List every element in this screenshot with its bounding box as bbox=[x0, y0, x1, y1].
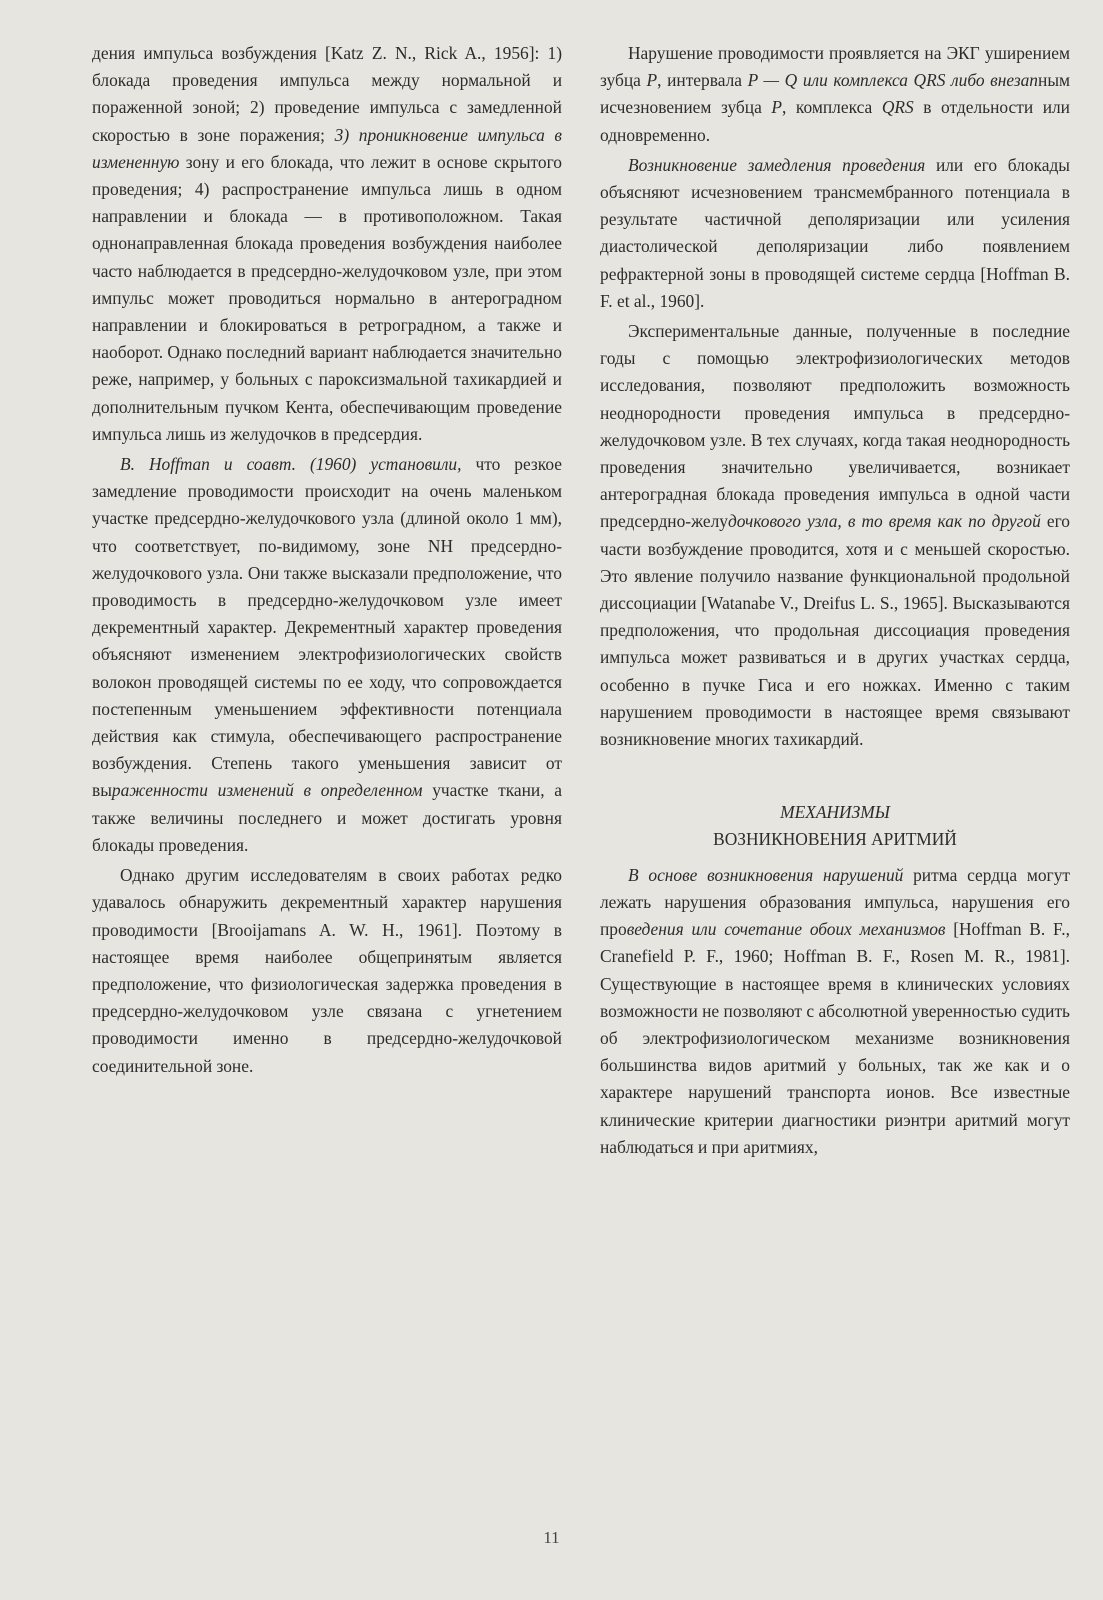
text-run: ным исчезновением зубца bbox=[600, 70, 1071, 118]
paragraph bbox=[92, 40, 562, 448]
italic-run: раженности изменений в определенном bbox=[111, 780, 423, 801]
text-run: зону и его блокада, что лежит в основе скрытого проведения; 4) распространение импульса лишь в одном направлении и блокада — в противоположном. Такая однонаправленная блокада проведения возбуждения наиболее часто наблюдается в предсердно-желудочковом узле, при этом импульс может проводиться нормально в антероградном направлении и блокироваться в ретроградном, а также и наоборот. Однако последний вариант наблюдается значительно реже, например, у больных с пароксизмальной тахикардией и дополнительным пучком Кента, обеспечивающим проведение импульса лишь из желудочков в предсердия. bbox=[92, 151, 562, 444]
section-heading-line-1: МЕХАНИЗМЫ bbox=[780, 802, 890, 823]
italic-run: B. Hoffman и соавт. (1960) установили, bbox=[120, 454, 462, 475]
italic-run: 3) проникновение импульса в измененную bbox=[92, 124, 562, 172]
text-run: ритма сердца могут лежать нарушения образования импульса, нарушения его про bbox=[600, 864, 1070, 940]
right-column bbox=[600, 40, 1070, 1161]
italic-run: P bbox=[771, 97, 783, 118]
italic-run: P — Q или комплекса QRS либо внезап bbox=[747, 70, 1039, 91]
italic-run: Возникновение замедления проведения bbox=[628, 154, 926, 175]
paragraph bbox=[600, 862, 1070, 1161]
left-column bbox=[92, 40, 562, 1080]
italic-run: ведения или сочетание обоих механизмов bbox=[626, 919, 946, 940]
paragraph bbox=[600, 152, 1070, 315]
text-run: , комплекса bbox=[782, 97, 882, 118]
italic-run: QRS bbox=[881, 97, 914, 118]
text-run: Однако другим исследователям в своих работах редко удавалось обнаружить декрементный характер нарушения проводимости [Brooijamans A. W. H., 1961]. Поэтому в настоящее время наиболее общепринятым является предположение, что физиологическая задержка проведения в предсердно-желудочковом узле связана с угнетением проводимости именно в предсердно-желудочковой соединительной зоне. bbox=[92, 865, 562, 1076]
text-run: что резкое замедление проводимости происходит на очень маленьком участке предсердно-желудочкового узла (длиной около 1 мм), что соответствует, по-видимому, зоне NH предсердно-желудочкового узла. Они также высказали предположение, что проводимость в предсердно-желудочковом узле имеет декрементный характер. Декрементный характер проведения объясняют изменением электрофизиологических свойств волокон проводящей системы по ее ходу, что сопровождается постепенным уменьшением эффективности потенциала действия как стимула, обеспечивающего распространение возбуждения. Степень такого уменьшения зависит от вы bbox=[92, 454, 562, 801]
text-run: [Hoffman B. F., Cranefield P. F., 1960; Hoffman B. F., Rosen M. R., 1981]. Существующие в настоящее время в клинических условиях возможности не позволяют с абсолютной уверенностью судить об электрофизиологическом механизме возникновения большинства видов аритмий у больных, так же как и о характере нарушений транспорта ионов. Все известные клинические критерии диагностики риэнтри аритмий могут наблюдаться и при аритмиях, bbox=[600, 919, 1071, 1157]
italic-run: дочкового узла, в то время как по другой bbox=[727, 511, 1041, 532]
text-run: в отдельности или одновременно. bbox=[600, 97, 1070, 145]
text-run: Нарушение проводимости проявляется на ЭКГ уширением зубца bbox=[600, 43, 1070, 91]
text-run: его части возбуждение проводится, хотя и с меньшей скоростью. Это явление получило название функциональной продольной диссоциации [Watanabe V., Dreifus L. S., 1965]. Высказываются предположения, что продольная диссоциация проведения импульса может развиваться и в других участках сердца, особенно в пучке Гиса и его ножках. Именно с таким нарушением проводимости в настоящее время связывают возникновение многих тахикардий. bbox=[600, 511, 1070, 750]
italic-run: P bbox=[646, 70, 658, 91]
text-run: , интервала bbox=[657, 70, 748, 91]
text-run: Экспериментальные данные, полученные в последние годы с помощью электрофизиологических методов исследования, позволяют предположить возможность неоднородности проведения импульса в предсердно-желудочковом узле. В тех случаях, когда такая неоднородность проведения значительно увеличивается, возникает антероградная блокада проведения импульса в одной части предсердно-желу bbox=[600, 321, 1070, 532]
italic-run: В основе возникновения нарушений bbox=[628, 864, 904, 885]
paragraph bbox=[92, 862, 562, 1080]
paragraph bbox=[92, 451, 562, 859]
section-heading-line-2: ВОЗНИКНОВЕНИЯ АРИТМИЙ bbox=[713, 829, 957, 850]
section-heading bbox=[600, 799, 1070, 853]
page-number: 11 bbox=[543, 1528, 560, 1547]
paragraph bbox=[600, 318, 1070, 753]
text-run: дения импульса возбуждения [Katz Z. N., Rick A., 1956]: 1) блокада проведения импульса между нормальной и пораженной зоной; 2) проведение импульса с замедленной скоростью в зоне поражения; bbox=[92, 43, 562, 145]
text-run: или его блокады объясняют исчезновением трансмембранного потенциала в результате частичной деполяризации или усиления диастолической деполяризации либо появлением рефрактерной зоны в проводящей системе сердца [Hoffman B. F. et al., 1960]. bbox=[600, 154, 1070, 311]
text-run: участке ткани, а также величины последнего и может достигать уровня блокады проведения. bbox=[92, 780, 562, 855]
paragraph bbox=[600, 40, 1070, 149]
